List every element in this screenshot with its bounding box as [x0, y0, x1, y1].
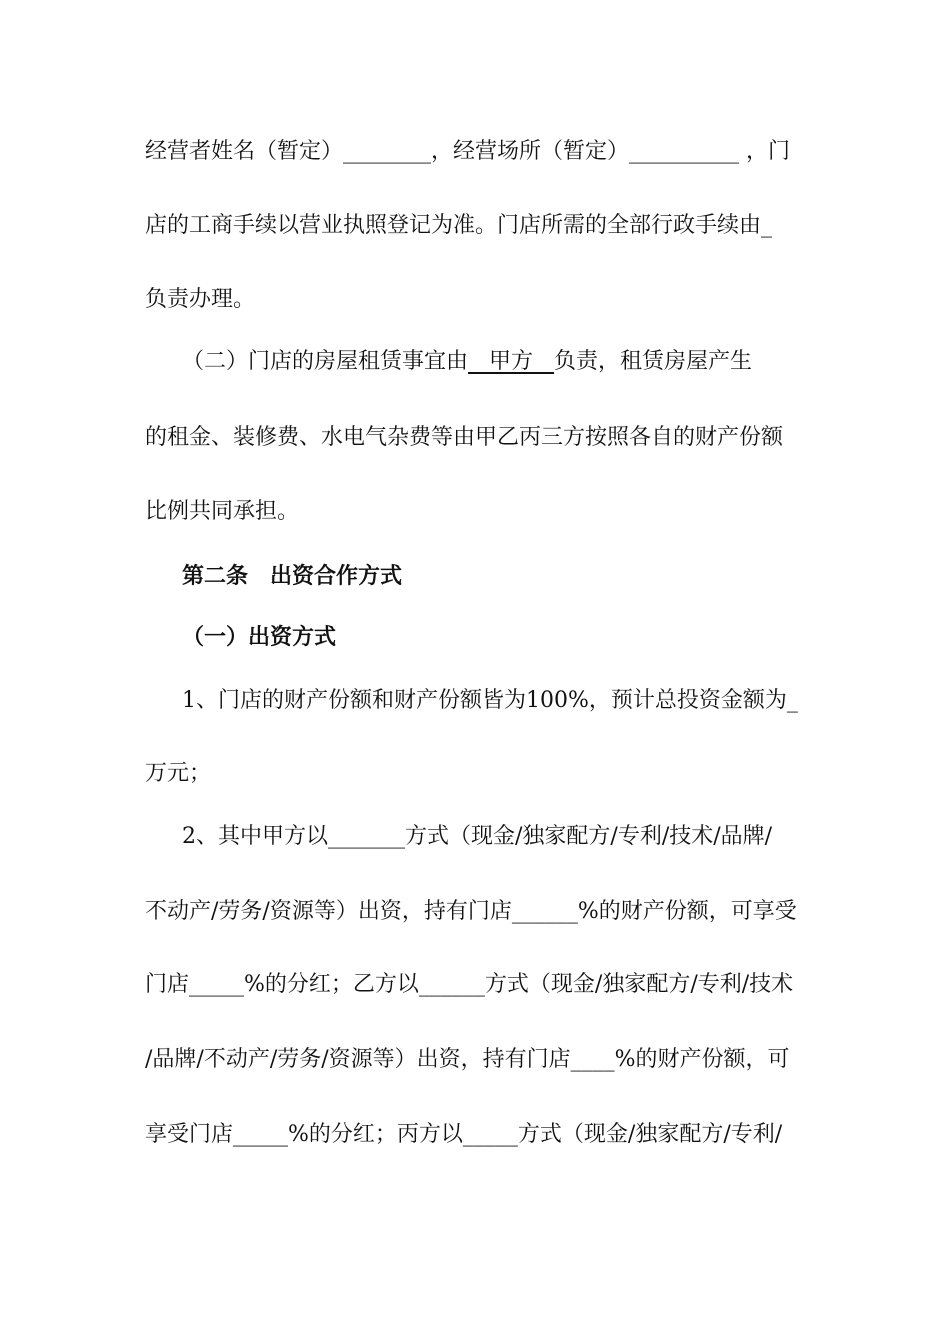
operator-name-label: 经营者姓名（暂定）: [145, 139, 344, 164]
clause-2-text: 2、其中甲方以_______方式（现金/独家配方/专利/技术/品牌/: [182, 824, 773, 849]
line-12-text: 不动产/劳务/资源等）出资，持有门店______%的财产份额，可享受: [145, 899, 797, 924]
text-line-6: [145, 497, 299, 527]
investment-method-title: （一）出资方式: [182, 624, 337, 650]
text-line-14: [145, 1045, 790, 1075]
line-3-text: 负责办理。: [145, 287, 256, 312]
clause-1-text: 1、门店的财产份额和财产份额皆为100%，预计总投资金额为_: [182, 688, 798, 713]
line-13-text: 门店_____%的分红；乙方以______方式（现金/独家配方/专利/技术: [145, 972, 794, 997]
line-15-text: 享受门店_____%的分红；丙方以_____方式（现金/独家配方/专利/: [145, 1122, 783, 1147]
text-line-4: [182, 347, 752, 377]
line-14-text: /品牌/不动产/劳务/资源等）出资，持有门店____%的财产份额，可: [145, 1047, 790, 1072]
text-line-11: [182, 822, 772, 852]
section-heading: [182, 622, 336, 652]
text-line-2: [145, 211, 772, 241]
lease-clause-text: （二）门店的房屋租赁事宜由: [182, 349, 469, 374]
text-line-10: [145, 759, 211, 789]
text-line-5: [145, 423, 783, 453]
text-line-1: [145, 137, 790, 167]
text-line-9: [182, 686, 798, 716]
text-line-13: [145, 970, 793, 1000]
text-line-3: [145, 285, 255, 315]
lease-party-blank: 甲方: [468, 349, 554, 374]
business-place-blank: __________: [629, 139, 740, 164]
line-10-text: 万元；: [145, 761, 212, 786]
line-2-text: 店的工商手续以营业执照登记为准。门店所需的全部行政手续由_: [145, 213, 773, 238]
article-2-title: 第二条 出资合作方式: [182, 563, 403, 589]
operator-name-blank: ________: [343, 139, 432, 164]
line-6-text: 比例共同承担。: [145, 499, 300, 524]
line-1-tail: ，门: [739, 139, 791, 164]
text-line-12: [145, 897, 797, 927]
lease-clause-tail: 负责，租赁房屋产生: [553, 349, 752, 374]
line-5-text: 的租金、装修费、水电气杂费等由甲乙丙三方按照各自的财产份额: [145, 425, 784, 450]
article-heading: [182, 561, 402, 591]
text-line-15: [145, 1120, 782, 1150]
business-place-label: ，经营场所（暂定）: [431, 139, 630, 164]
